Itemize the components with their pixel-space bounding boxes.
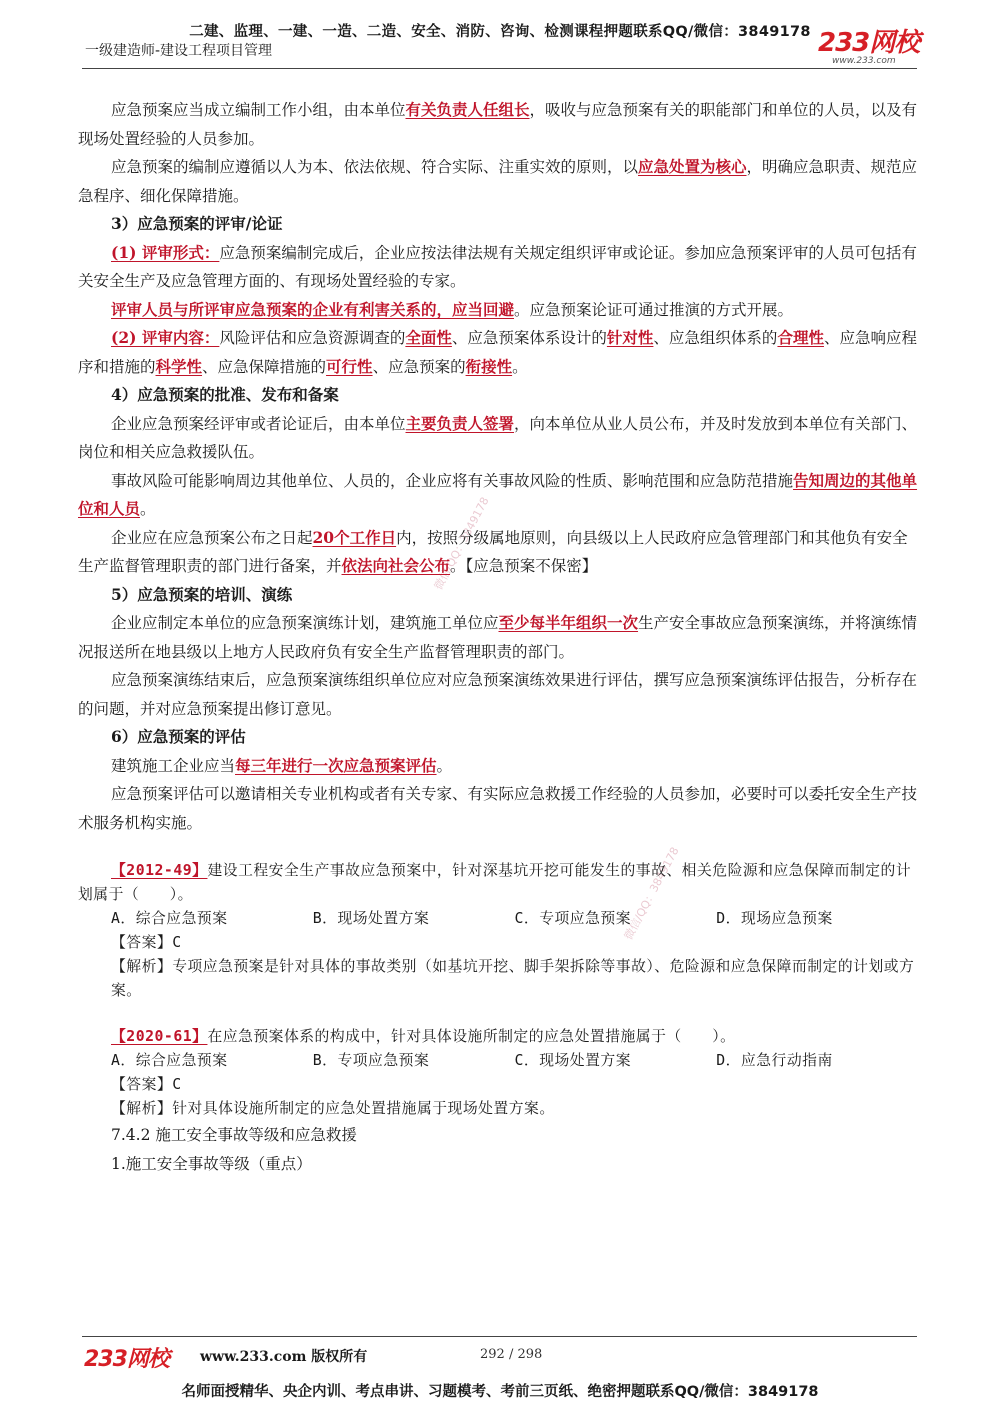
- subsection-title: 1.施工安全事故等级（重点）: [111, 1154, 312, 1173]
- section-heading: 4）应急预案的批准、发布和备案: [111, 385, 339, 404]
- exam-question: [78, 1025, 918, 1121]
- question-answer: 【答案】C: [111, 934, 182, 951]
- question-options: [78, 907, 918, 931]
- question-stem: 【2020-61】在应急预案体系的构成中，针对具体设施所制定的应急处置措施属于（ ）。: [111, 1028, 736, 1045]
- paragraph: 企业应急预案经评审或者论证后，由本单位主要负责人签署，向本单位从业人员公布，并及时发放到本单位有关部门、岗位和相关应急救援队伍。: [78, 413, 918, 461]
- paragraph: 事故风险可能影响周边其他单位、人员的，企业应将有关事故风险的性质、影响范围和应急防范措施告知周边的其他单位和人员。: [78, 470, 918, 518]
- option: B．专项应急预案: [312, 1052, 430, 1069]
- paragraph: 应急预案评估可以邀请相关专业机构或者有关专家、有实际应急救援工作经验的人员参加，必要时可以委托安全生产技术服务机构实施。: [78, 785, 918, 832]
- paragraph: 应急预案的编制应遵循以人为本、依法依规、符合实际、注重实效的原则，以应急处置为核心，明确应急职责、规范应急程序、细化保障措施。: [78, 157, 918, 205]
- footer-logo[interactable]: 233网校: [84, 1347, 169, 1372]
- header-subtitle: 一级建造师-建设工程项目管理: [85, 43, 273, 59]
- brand-logo-url: www.233.com: [832, 56, 896, 66]
- option: C．专项应急预案: [514, 910, 631, 927]
- watermark: 微信/QQ：3849178: [621, 844, 682, 943]
- watermark: 微信/QQ：3849178: [431, 494, 492, 593]
- option: A．综合应急预案: [111, 910, 228, 927]
- header-divider: [82, 68, 917, 69]
- paragraph: 企业应制定本单位的应急预案演练计划，建筑施工单位应至少每半年组织一次生产安全事故应急预案演练，并将演练情况报送所在地县级以上地方人民政府负有安全生产监督管理职责的部门。: [78, 613, 918, 661]
- header-top-line: 二建、监理、一建、一造、二造、安全、消防、咨询、检测课程押题联系QQ/微信：3849178: [189, 24, 811, 40]
- paragraph: 建筑施工企业应当每三年进行一次应急预案评估。: [111, 755, 453, 775]
- section-title: 7.4.2 施工安全事故等级和应急救援: [111, 1126, 357, 1144]
- option: C．现场处置方案: [514, 1052, 631, 1069]
- paragraph: 应急预案演练结束后，应急预案演练组织单位应对应急预案演练效果进行评估，撰写应急预案演练评估报告，分析存在的问题，并对应急预案提出修订意见。: [78, 671, 918, 718]
- exam-question: [78, 859, 918, 1003]
- question-answer: 【答案】C: [111, 1076, 182, 1093]
- paragraph: (2) 评审内容：风险评估和应急资源调查的全面性、应急预案体系设计的针对性、应急组织体系的合理性、应急响应程序和措施的科学性、应急保障措施的可行性、应急预案的衔接性。: [78, 328, 917, 376]
- document-body: [78, 96, 918, 1178]
- paragraph: 企业应在应急预案公布之日起20个工作日内，按照分级属地原则，向县级以上人民政府应急管理部门和其他负有安全生产监督管理职责的部门进行备案，并依法向社会公布。【应急预案不保密】: [78, 527, 908, 575]
- footer-divider: [82, 1336, 917, 1337]
- question-analysis: 【解析】针对具体设施所制定的应急处置措施属于现场处置方案。: [111, 1100, 555, 1117]
- footer-copyright: www.233.com 版权所有: [200, 1349, 368, 1365]
- page-number: 292 / 298: [480, 1347, 543, 1362]
- option: D．现场应急预案: [716, 910, 833, 927]
- section-heading: 3）应急预案的评审/论证: [111, 214, 283, 233]
- question-analysis: 【解析】专项应急预案是针对具体的事故类别（如基坑开挖、脚手架拆除等事故）、危险源和应急保障而制定的计划或方案。: [111, 958, 915, 999]
- paragraph: 应急预案应当成立编制工作小组，由本单位有关负责人任组长，吸收与应急预案有关的职能部门和单位的人员，以及有现场处置经验的人员参加。: [78, 100, 918, 148]
- option: D．应急行动指南: [716, 1052, 833, 1069]
- question-stem: 【2012-49】建设工程安全生产事故应急预案中，针对深基坑开挖可能发生的事故、相关危险源和应急保障而制定的计划属于（ ）。: [78, 862, 912, 903]
- footer-bottom-line: 名师面授精华、央企内训、考点串讲、习题模考、考前三页纸、绝密押题联系QQ/微信：3849178: [181, 1384, 819, 1400]
- question-options: [78, 1049, 918, 1073]
- option: A．综合应急预案: [111, 1052, 228, 1069]
- paragraph: 评审人员与所评审应急预案的企业有利害关系的，应当回避。应急预案论证可通过推演的方式开展。: [111, 299, 794, 319]
- section-heading: 6）应急预案的评估: [111, 727, 246, 746]
- brand-logo[interactable]: 233网校: [818, 28, 920, 58]
- option: B．现场处置方案: [312, 910, 430, 927]
- paragraph: (1) 评审形式：应急预案编制完成后，企业应按法律法规有关规定组织评审或论证。参加应急预案评审的人员可包括有关安全生产及应急管理方面的、有现场处置经验的专家。: [78, 242, 917, 290]
- section-heading: 5）应急预案的培训、演练: [111, 584, 293, 604]
